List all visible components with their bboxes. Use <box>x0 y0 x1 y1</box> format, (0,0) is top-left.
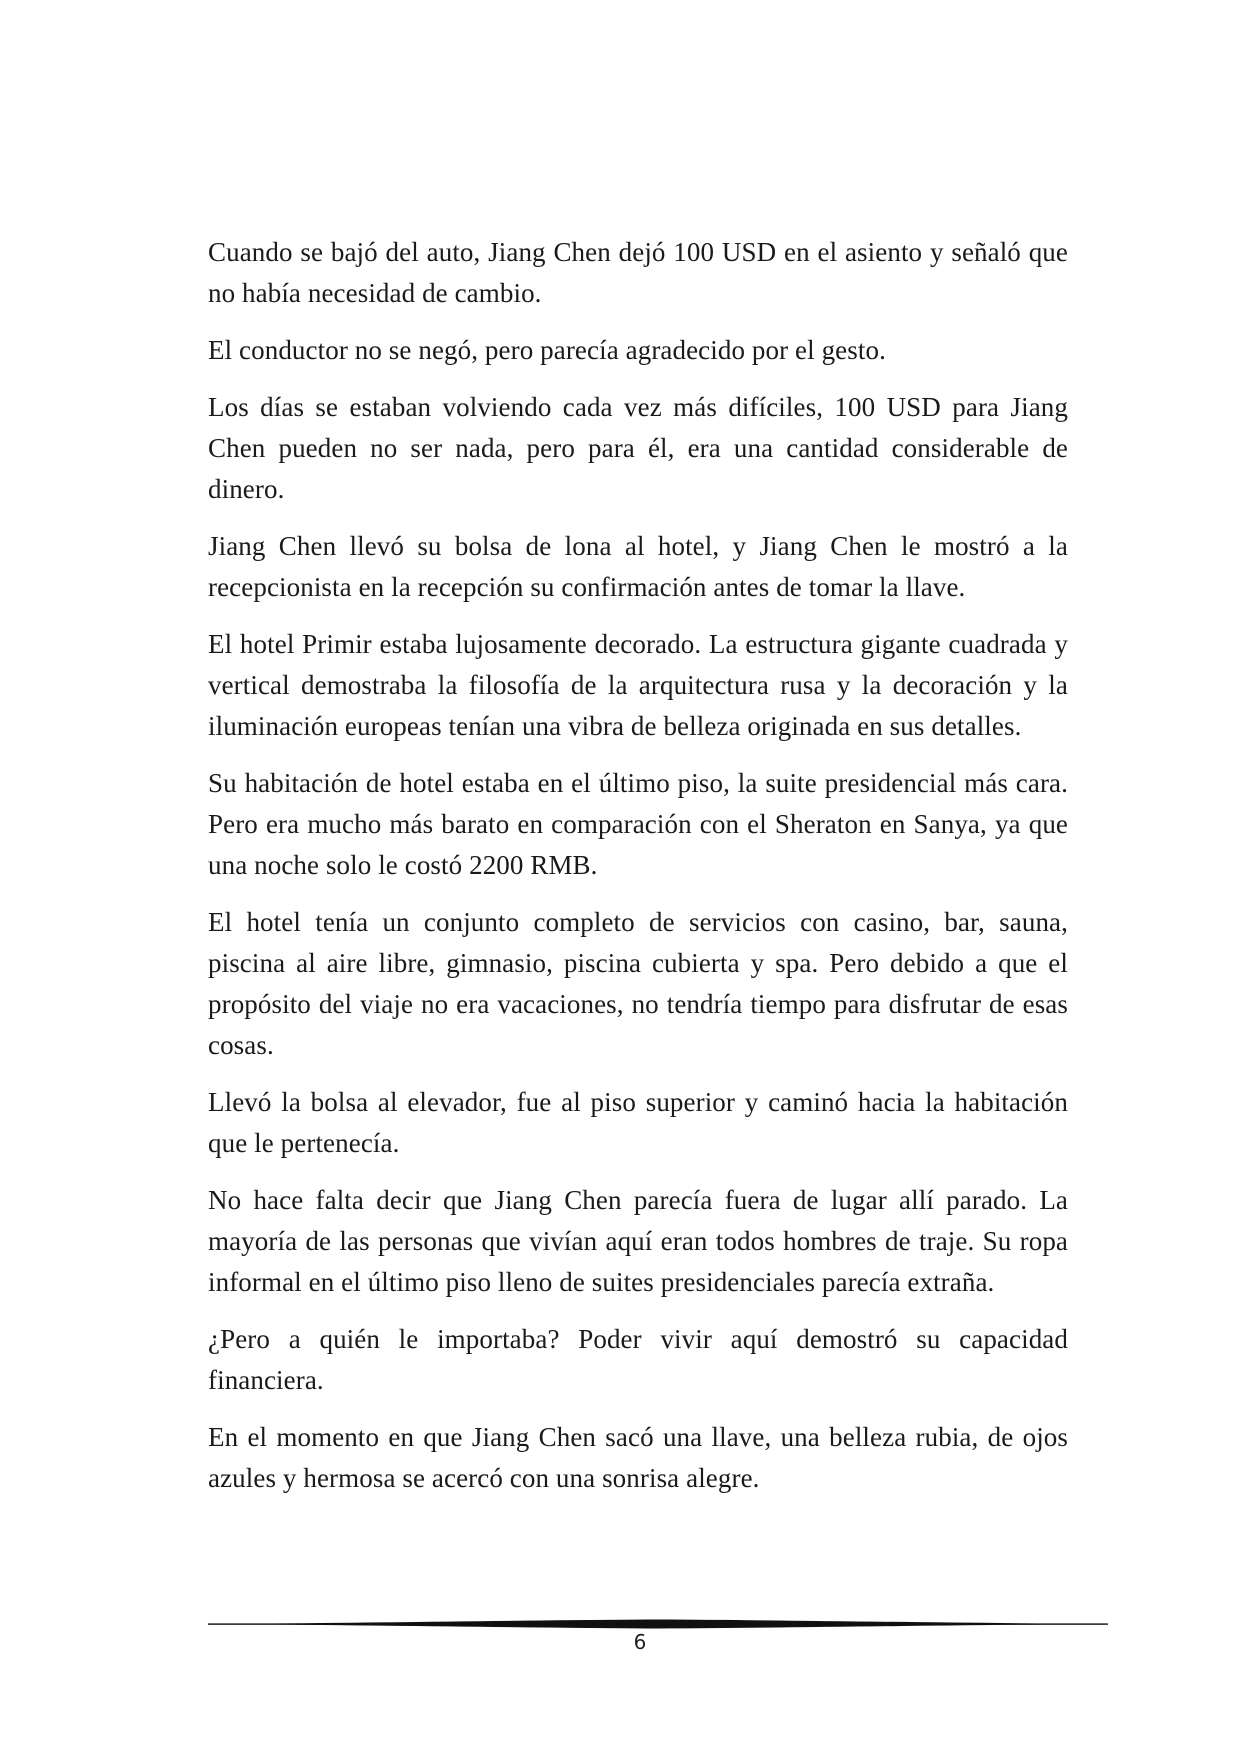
paragraph: En el momento en que Jiang Chen sacó una llave, una belleza rubia, de ojos azules y hermosa se acercó con una sonrisa alegre. <box>208 1422 1068 1493</box>
paragraph: Llevó la bolsa al elevador, fue al piso superior y caminó hacia la habitación que le pertenecía. <box>208 1087 1068 1158</box>
paragraph: El hotel Primir estaba lujosamente decorado. La estructura gigante cuadrada y vertical demostraba la filosofía de la arquitectura rusa y la decoración y la iluminación europeas tenían una vibra de belleza originada en sus detalles. <box>208 629 1068 741</box>
paragraph: Los días se estaban volviendo cada vez más difíciles, 100 USD para Jiang Chen pueden no ser nada, pero para él, era una cantidad considerable de dinero. <box>208 392 1068 504</box>
paragraph: El hotel tenía un conjunto completo de servicios con casino, bar, sauna, piscina al aire libre, gimnasio, piscina cubierta y spa. Pero debido a que el propósito del viaje no era vacaciones, no tendría tiempo para disfrutar de esas cosas. <box>208 907 1068 1060</box>
footer-divider <box>208 1618 1108 1630</box>
paragraph: El conductor no se negó, pero parecía agradecido por el gesto. <box>208 335 886 365</box>
paragraph: Jiang Chen llevó su bolsa de lona al hotel, y Jiang Chen le mostró a la recepcionista en la recepción su confirmación antes de tomar la llave. <box>208 531 1068 602</box>
paragraph: Cuando se bajó del auto, Jiang Chen dejó 100 USD en el asiento y señaló que no había necesidad de cambio. <box>208 237 1068 308</box>
paragraph: Su habitación de hotel estaba en el último piso, la suite presidencial más cara. Pero era mucho más barato en comparación con el Sheraton en Sanya, ya que una noche solo le costó 2200 RMB. <box>208 768 1068 880</box>
paragraph: ¿Pero a quién le importaba? Poder vivir aquí demostró su capacidad financiera. <box>208 1324 1068 1395</box>
paragraph: No hace falta decir que Jiang Chen parecía fuera de lugar allí parado. La mayoría de las personas que vivían aquí eran todos hombres de traje. Su ropa informal en el último piso lleno de suites presidenciales parecía extraña. <box>208 1185 1068 1297</box>
page-number: 6 <box>633 1630 647 1654</box>
page-body <box>208 232 1068 1515</box>
